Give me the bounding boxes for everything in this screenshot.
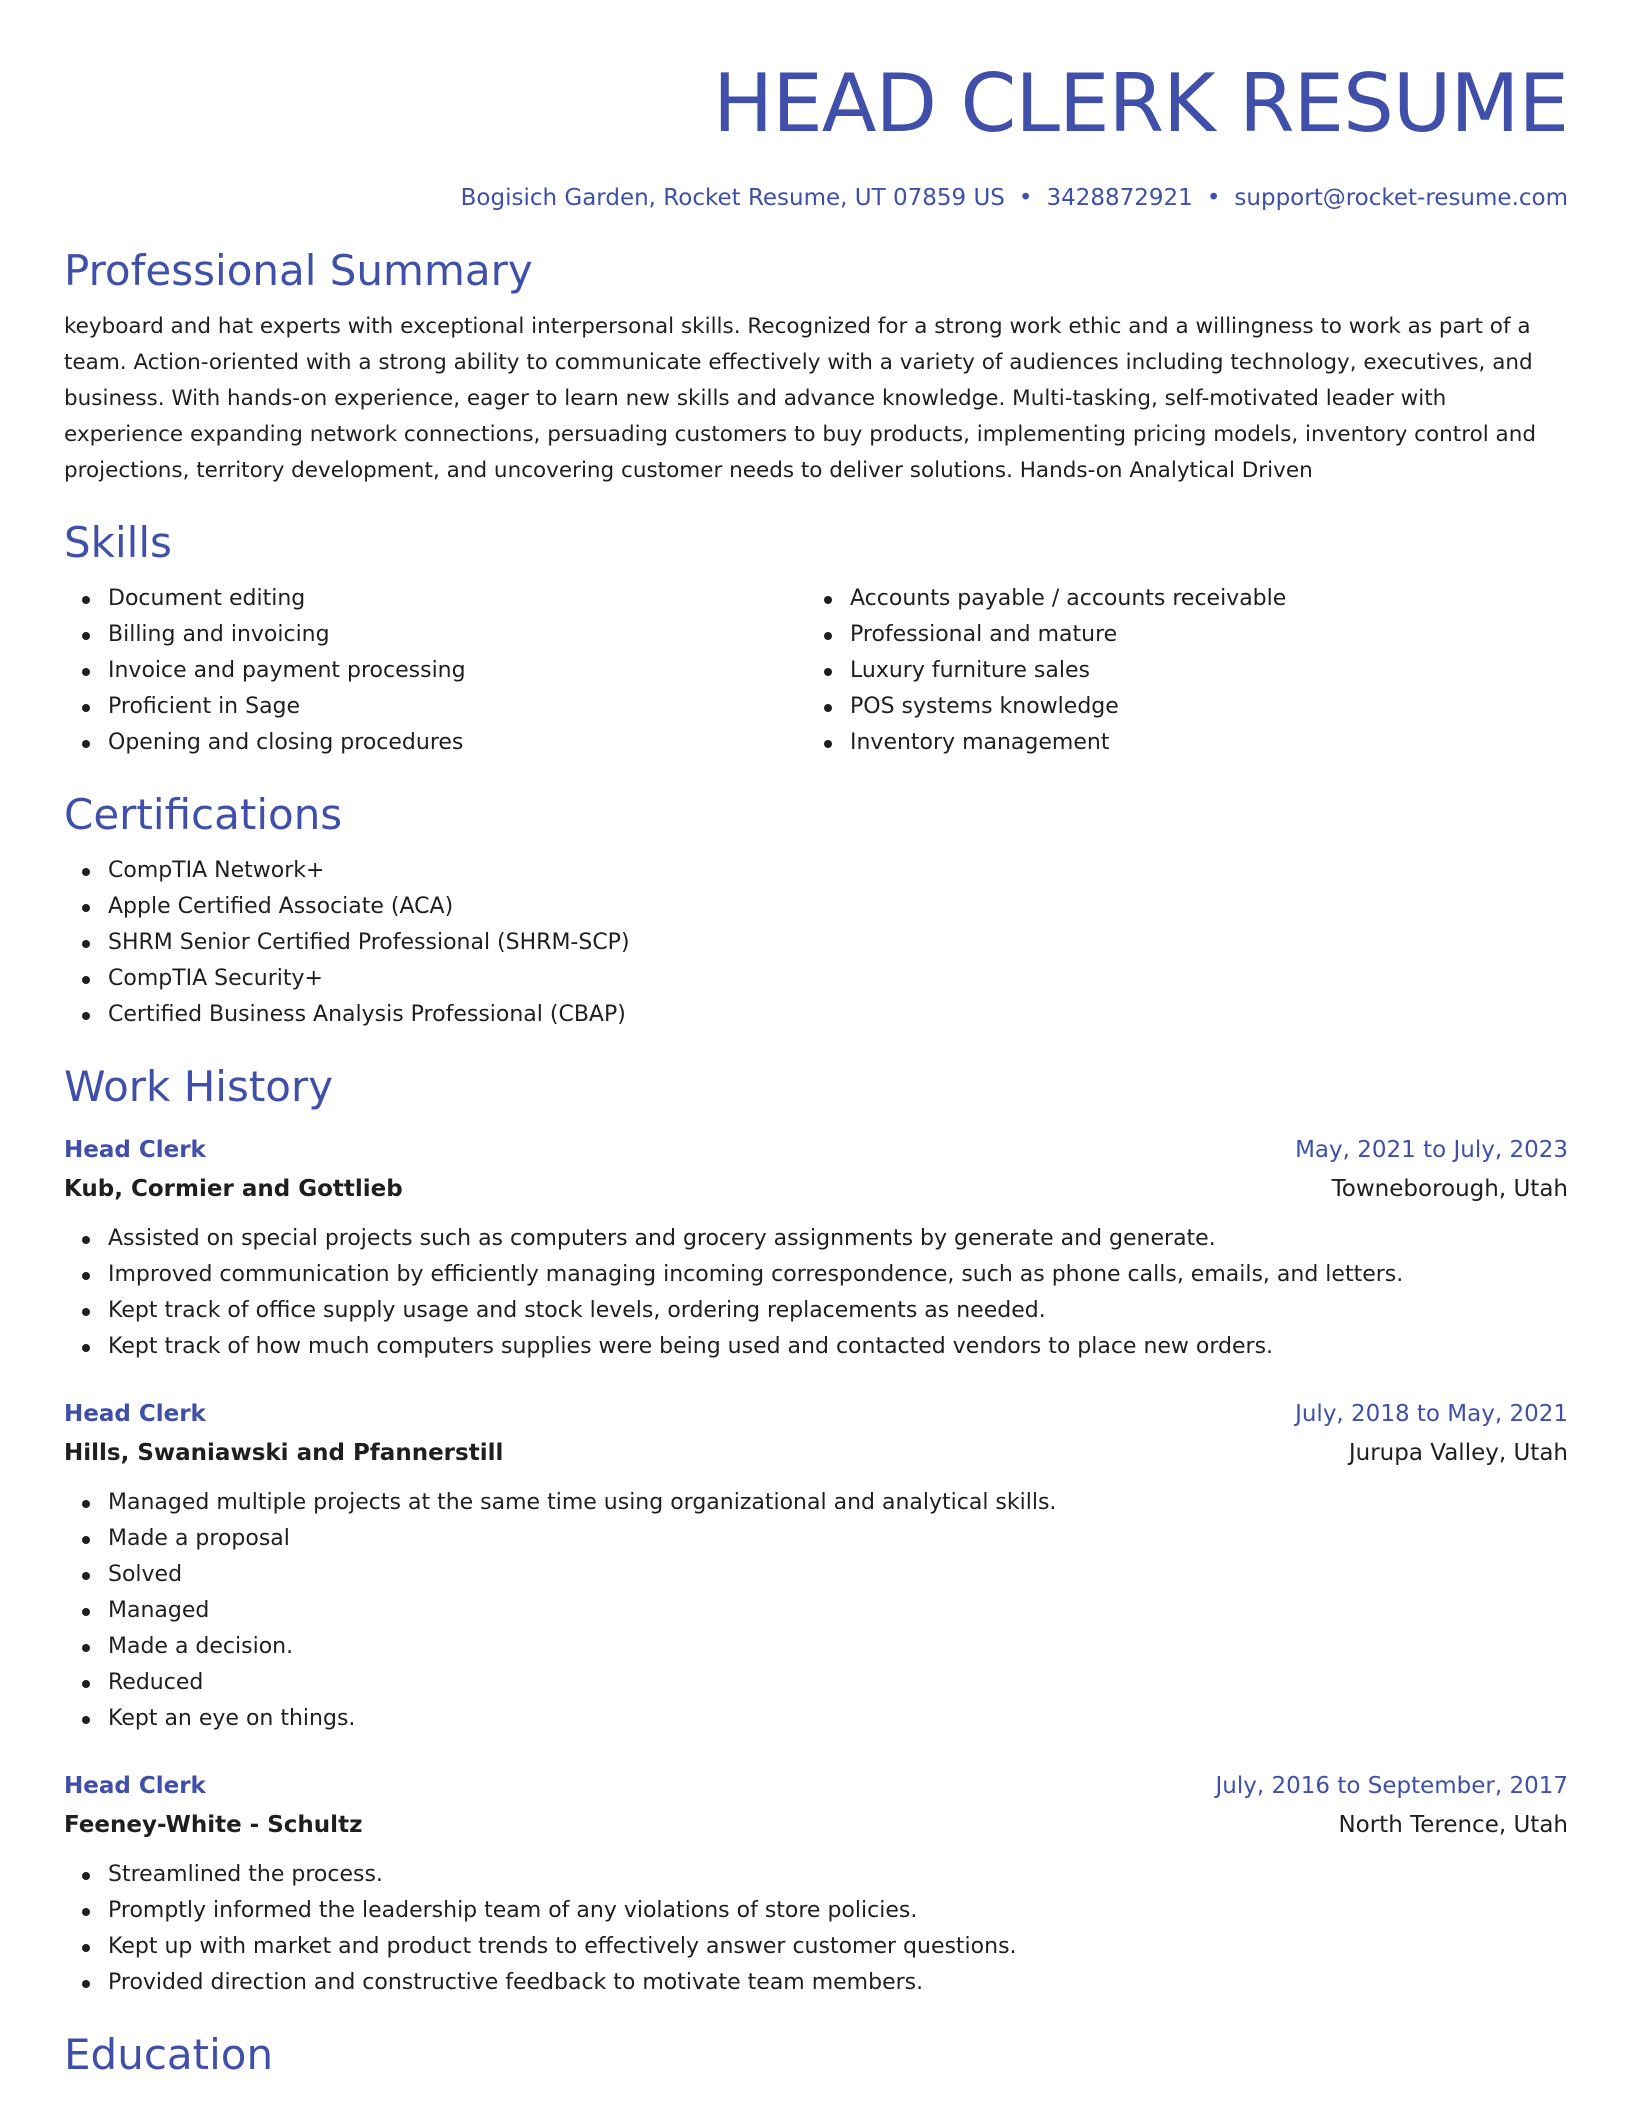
resume-header [64, 0, 1568, 213]
job-duties-list [64, 1221, 1568, 1365]
skill-item: Invoice and payment processing [64, 653, 806, 689]
certification-item: SHRM Senior Certified Professional (SHRM-SCP) [64, 925, 1568, 961]
job-duty-item: Made a proposal [64, 1521, 1568, 1557]
job-company: Hills, Swaniawski and Pfannerstill [64, 1440, 504, 1466]
job-dates: July, 2018 to May, 2021 [1295, 1401, 1568, 1427]
contact-email: support@rocket-resume.com [1234, 185, 1568, 211]
job-duty-item: Kept track of how much computers supplies were being used and contacted vendors to place new orders. [64, 1329, 1568, 1365]
skill-item: Proficient in Sage [64, 689, 806, 725]
skills-list-left [64, 581, 806, 761]
job-location: North Terence, Utah [1338, 1812, 1568, 1838]
job-duty-item: Reduced [64, 1665, 1568, 1701]
summary-section [64, 245, 1568, 489]
certifications-heading: Certifications [64, 790, 343, 839]
resume-name: HEAD CLERK RESUME [713, 57, 1568, 150]
job-duty-item: Provided direction and constructive feedback to motivate team members. [64, 1965, 1568, 2001]
certification-item: Apple Certified Associate (ACA) [64, 889, 1568, 925]
job-duty-item: Streamlined the process. [64, 1857, 1568, 1893]
certification-item: CompTIA Network+ [64, 853, 1568, 889]
job-dates: May, 2021 to July, 2023 [1295, 1137, 1568, 1163]
job-entry [64, 1131, 1568, 1365]
education-heading: Education [64, 2030, 274, 2079]
certification-item: Certified Business Analysis Professional (CBAP) [64, 997, 1568, 1033]
job-company-row [64, 1169, 1568, 1209]
job-title: Head Clerk [64, 1401, 206, 1427]
job-header-row [64, 1767, 1568, 1805]
skill-item: Document editing [64, 581, 806, 617]
job-duties-list [64, 1485, 1568, 1737]
skills-section [64, 517, 1568, 761]
contact-line [64, 183, 1568, 213]
work-history-section [64, 1061, 1568, 2001]
job-duty-item: Solved [64, 1557, 1568, 1593]
work-history-heading: Work History [64, 1062, 334, 1111]
job-company-row [64, 1805, 1568, 1845]
skill-item: POS systems knowledge [806, 689, 1548, 725]
job-company-row [64, 1433, 1568, 1473]
skill-item: Accounts payable / accounts receivable [806, 581, 1548, 617]
job-title: Head Clerk [64, 1137, 206, 1163]
job-entry [64, 1395, 1568, 1737]
skill-item: Inventory management [806, 725, 1548, 761]
job-header-row [64, 1131, 1568, 1169]
skill-item: Luxury furniture sales [806, 653, 1548, 689]
job-duties-list [64, 1857, 1568, 2001]
contact-phone: 3428872921 [1046, 185, 1193, 211]
job-company: Kub, Cormier and Gottlieb [64, 1176, 403, 1202]
summary-text: keyboard and hat experts with exceptional interpersonal skills. Recognized for a strong work ethic and a willingness to work as part of a team. Action-oriented with a strong ability to communicate effectively with a variety of audiences including technology, executives, and business. With hands-on experience, eager to learn new skills and advance knowledge. Multi-tasking, self-motivated leader with experience expanding network connections, persuading customers to buy products, implementing pricing models, inventory control and projections, territory development, and uncovering customer needs to deliver solutions. Hands-on Analytical Driven [64, 314, 1536, 483]
skills-heading: Skills [64, 518, 172, 567]
contact-separator: • [1206, 185, 1221, 211]
certifications-list [64, 853, 1568, 1033]
certification-item: CompTIA Security+ [64, 961, 1568, 997]
job-location: Towneborough, Utah [1331, 1176, 1568, 1202]
job-location: Jurupa Valley, Utah [1348, 1440, 1568, 1466]
job-duty-item: Assisted on special projects such as computers and grocery assignments by generate and generate. [64, 1221, 1568, 1257]
job-dates: July, 2016 to September, 2017 [1215, 1773, 1568, 1799]
job-duty-item: Improved communication by efficiently managing incoming correspondence, such as phone calls, emails, and letters. [64, 1257, 1568, 1293]
contact-separator: • [1018, 185, 1033, 211]
job-company: Feeney-White - Schultz [64, 1812, 363, 1838]
skill-item: Professional and mature [806, 617, 1548, 653]
skills-columns [64, 581, 1568, 761]
skills-column-right [806, 581, 1548, 761]
job-duty-item: Promptly informed the leadership team of any violations of store policies. [64, 1893, 1568, 1929]
job-entry [64, 1767, 1568, 2001]
skill-item: Billing and invoicing [64, 617, 806, 653]
job-duty-item: Kept an eye on things. [64, 1701, 1568, 1737]
job-title: Head Clerk [64, 1773, 206, 1799]
job-duty-item: Kept up with market and product trends to effectively answer customer questions. [64, 1929, 1568, 1965]
certifications-section [64, 789, 1568, 1033]
summary-heading: Professional Summary [64, 246, 533, 295]
job-header-row [64, 1395, 1568, 1433]
contact-address: Bogisich Garden, Rocket Resume, UT 07859 US [460, 185, 1005, 211]
job-duty-item: Managed multiple projects at the same time using organizational and analytical skills. [64, 1485, 1568, 1521]
skill-item: Opening and closing procedures [64, 725, 806, 761]
job-duty-item: Managed [64, 1593, 1568, 1629]
skills-list-right [806, 581, 1548, 761]
job-duty-item: Made a decision. [64, 1629, 1568, 1665]
skills-column-left [64, 581, 806, 761]
education-section [64, 2029, 1568, 2081]
job-duty-item: Kept track of office supply usage and stock levels, ordering replacements as needed. [64, 1293, 1568, 1329]
